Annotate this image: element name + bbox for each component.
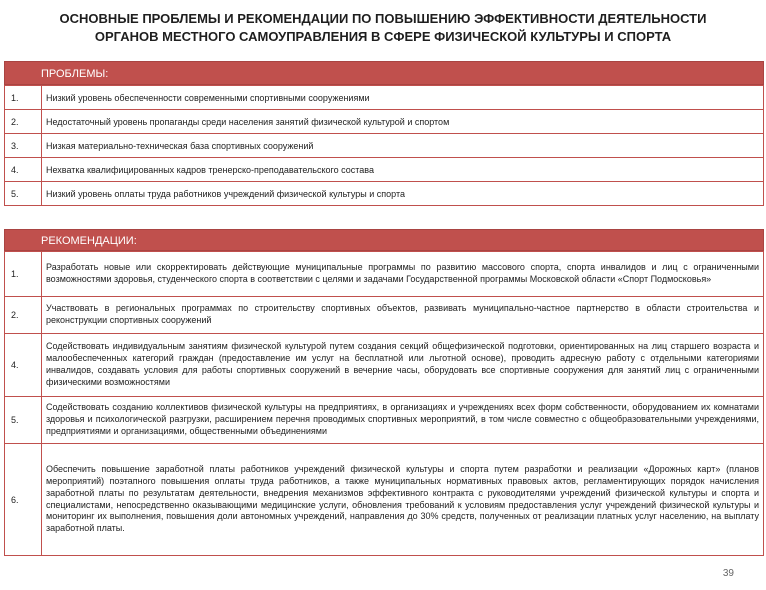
row-text: Разработать новые или скорректировать действующие муниципальные программы по развитию массового спорта, спорта инвалидов и лиц с ограниченными возможностями здоровья, студенческого спорта в соответствии с целями и задачами Государственной программы Московской области «Спорт Подмосковья» bbox=[42, 252, 764, 297]
row-text: Низкий уровень оплаты труда работников учреждений физической культуры и спорта bbox=[42, 182, 764, 206]
recommendations-table bbox=[4, 251, 764, 556]
table-row bbox=[5, 134, 764, 158]
table-row bbox=[5, 397, 764, 444]
table-row bbox=[5, 158, 764, 182]
row-text: Содействовать созданию коллективов физической культуры на предприятиях, в организациях и учреждениях всех форм собственности, оборудованием их комнатами здоровья и психологической разгрузки, расширением перечня проводимых спортивных мероприятий, в том числе совместно с общеобразовательными учреждениями, предприятиями и организациями, общественными объединениями bbox=[42, 397, 764, 444]
page-number: 39 bbox=[722, 568, 734, 579]
row-number: 1. bbox=[5, 86, 42, 110]
row-number: 4. bbox=[5, 158, 42, 182]
row-number: 4. bbox=[5, 334, 42, 397]
title-line-2: ОРГАНОВ МЕСТНОГО САМОУПРАВЛЕНИЯ В СФЕРЕ ФИЗИЧЕСКОЙ КУЛЬТУРЫ И СПОРТА bbox=[94, 29, 672, 44]
row-text: Обеспечить повышение заработной платы работников учреждений физической культуры и спорта путем разработки и реализации «Дорожных карт» (планов мероприятий) поэтапного повышения оплаты труда работников, а также муниципальных нормативных правовых актов, регламентирующих порядок начисления заработной платы по результатам деятельности, внедрения механизмов эффективного контракта с руководителями учреждений физической культуры и спорта и специалистами, непосредственно оказывающими медицинские услуги, обновления требований к условиям предоставления услуг учреждений физической культуры и мониторинг их выполнения, повышения доли автономных учреждений, направления до 30% средств, полученных от реализации платных услуг населению, на выплату заработной платы. bbox=[42, 444, 764, 556]
row-text: Содействовать индивидуальным занятиям физической культурой путем создания секций общефизической подготовки, ориентированных на лиц старшего возраста и малообеспеченных категорий граждан (предоставление им услуг на бесплатной или льготной основе), проводить адресную работу с отдельными категориями инвалидов, создавать условия для работы спортивных сооружений в вечерние часы, оборудовать все спортивные сооружения для занятий лиц с ограниченными физическими возможностями bbox=[42, 334, 764, 397]
title-line-1: ОСНОВНЫЕ ПРОБЛЕМЫ И РЕКОМЕНДАЦИИ ПО ПОВЫШЕНИЮ ЭФФЕКТИВНОСТИ ДЕЯТЕЛЬНОСТИ bbox=[59, 11, 707, 26]
row-number: 6. bbox=[5, 444, 42, 556]
row-number: 2. bbox=[5, 297, 42, 334]
table-row bbox=[5, 334, 764, 397]
row-number: 5. bbox=[5, 397, 42, 444]
table-row bbox=[5, 110, 764, 134]
row-text: Низкая материально-техническая база спортивных сооружений bbox=[42, 134, 764, 158]
row-number: 1. bbox=[5, 252, 42, 297]
row-text: Низкий уровень обеспеченности современными спортивными сооружениями bbox=[42, 86, 764, 110]
row-number: 2. bbox=[5, 110, 42, 134]
recommendations-header: РЕКОМЕНДАЦИИ: bbox=[4, 229, 764, 251]
table-row bbox=[5, 86, 764, 110]
table-row bbox=[5, 252, 764, 297]
table-row bbox=[5, 444, 764, 556]
table-row bbox=[5, 297, 764, 334]
problems-header: ПРОБЛЕМЫ: bbox=[4, 61, 764, 85]
table-row bbox=[5, 182, 764, 206]
row-text: Нехватка квалифицированных кадров тренерско-преподавательского состава bbox=[42, 158, 764, 182]
row-number: 5. bbox=[5, 182, 42, 206]
row-text: Недостаточный уровень пропаганды среди населения занятий физической культурой и спортом bbox=[42, 110, 764, 134]
row-text: Участвовать в региональных программах по строительству спортивных объектов, развивать муниципально-частное партнерство в области строительства и реконструкции спортивных сооружений bbox=[42, 297, 764, 334]
row-number: 3. bbox=[5, 134, 42, 158]
problems-table bbox=[4, 85, 764, 206]
slide-title bbox=[0, 10, 766, 46]
